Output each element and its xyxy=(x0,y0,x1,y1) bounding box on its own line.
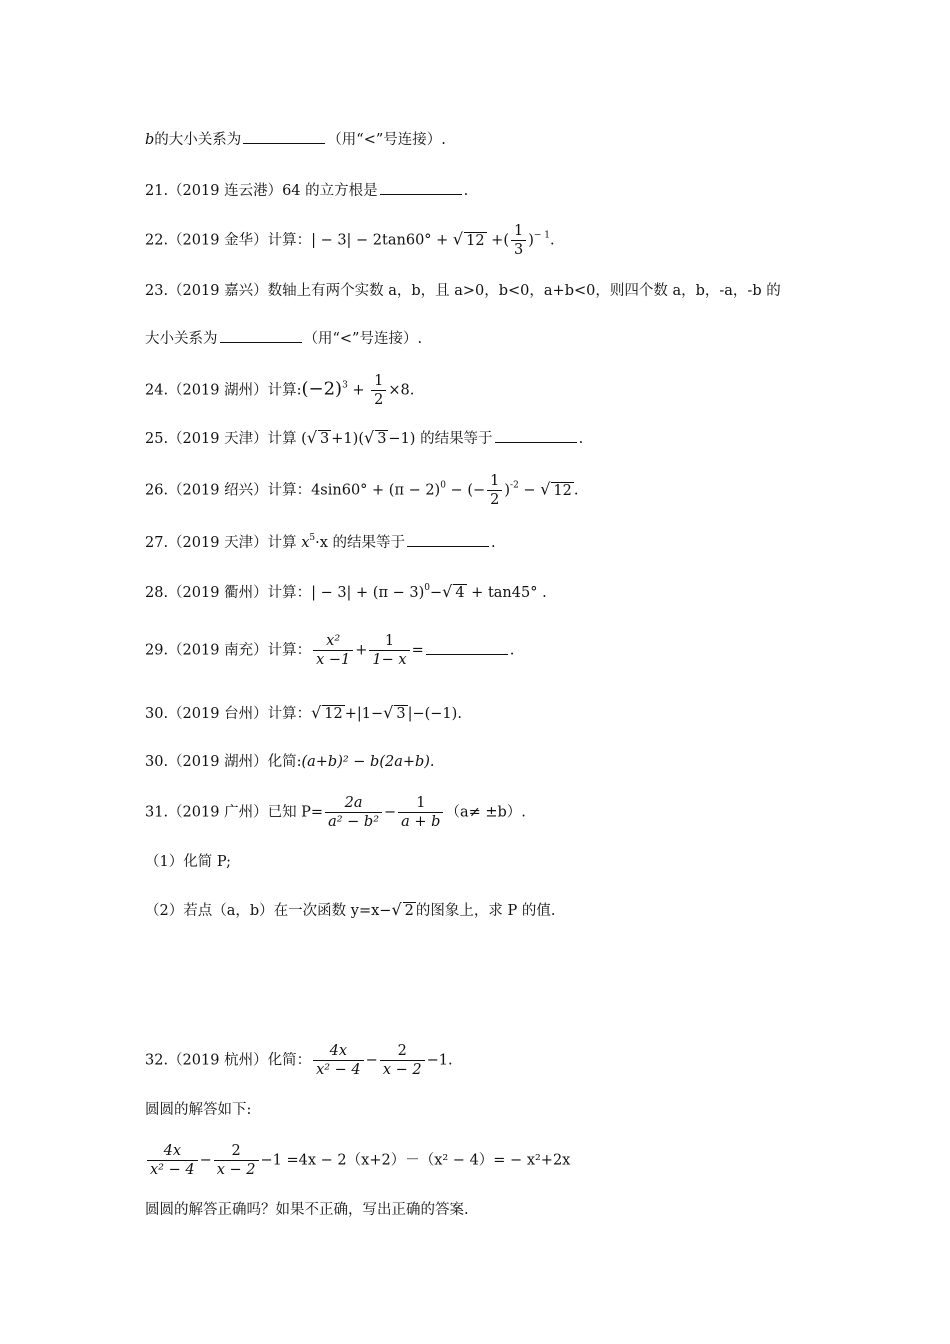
radicand: 3 xyxy=(377,431,387,447)
numerator: 1 xyxy=(371,372,386,391)
radicand: 4 xyxy=(455,585,465,601)
radicand: 2 xyxy=(404,903,414,919)
question-25 xyxy=(145,428,583,449)
numerator: 2 xyxy=(380,1042,425,1061)
question-32-solution xyxy=(145,1142,570,1179)
numerator: 1 xyxy=(369,632,409,651)
sqrt-icon: √ xyxy=(311,703,322,722)
numerator: 2 xyxy=(214,1142,259,1161)
question-text: 圆圆的解答正确吗？如果不正确，写出正确的答案. xyxy=(145,1202,469,1218)
numerator: 4x xyxy=(313,1042,364,1061)
answer-blank[interactable] xyxy=(220,329,302,343)
question-text: 24.（2019 湖州）计算: xyxy=(145,382,302,399)
sqrt-icon: √ xyxy=(363,428,375,447)
question-text: 22.（2019 金华）计算： xyxy=(145,232,312,249)
exponent: 0 xyxy=(440,480,446,491)
answer-blank[interactable] xyxy=(495,429,577,443)
question-23 xyxy=(145,281,781,301)
question-27 xyxy=(145,528,496,553)
denominator: x − 2 xyxy=(382,1062,422,1078)
exponent: 5 xyxy=(309,533,316,543)
expression: − (− xyxy=(445,482,486,499)
sqrt-icon: √ xyxy=(391,900,402,919)
question-24 xyxy=(145,372,414,409)
fraction xyxy=(487,472,502,509)
numerator: 4x xyxy=(147,1142,198,1161)
expression: +1)( xyxy=(331,431,364,447)
expression: −1 =4x − 2（x+2）－（x² − 4）= − x²+2x xyxy=(260,1152,571,1169)
expression: −1. xyxy=(426,1052,453,1069)
question-text: 25.（2019 天津）计算 ( xyxy=(145,431,307,447)
question-22 xyxy=(145,222,555,259)
expression: (a+b)² − b(2a+b). xyxy=(301,754,435,770)
question-text: −1) 的结果等于 xyxy=(388,431,493,447)
question-text: （2）若点（a，b）在一次函数 y=x− xyxy=(145,903,392,919)
operator: − xyxy=(199,1152,212,1169)
period: . xyxy=(578,431,584,447)
sqrt-icon: √ xyxy=(452,229,464,249)
answer-blank[interactable] xyxy=(426,641,508,655)
exponent: − 1 xyxy=(533,230,551,241)
period: . xyxy=(573,482,579,499)
question-text: 29.（2019 南充）计算： xyxy=(145,642,312,659)
denominator: x −1 xyxy=(316,652,351,668)
denominator: a + b xyxy=(401,814,441,830)
denominator: 2 xyxy=(374,392,384,408)
expression: − xyxy=(518,482,541,499)
sqrt-icon: √ xyxy=(383,703,394,722)
fraction xyxy=(214,1142,259,1179)
question-text: 31.（2019 广州）已知 P= xyxy=(145,804,324,821)
question-text: 21.（2019 连云港）64 的立方根是 xyxy=(145,183,378,199)
question-text: （用“<”号连接）. xyxy=(303,331,423,347)
radicand: 12 xyxy=(553,482,572,499)
period: . xyxy=(509,642,515,659)
radicand: 12 xyxy=(466,232,485,249)
expression: ) xyxy=(528,232,534,249)
question-text: 28.（2019 衢州）计算：| − 3| + (π − 3) xyxy=(145,585,425,601)
question-32 xyxy=(145,1042,453,1079)
expression: (−2) xyxy=(301,378,343,400)
line-top xyxy=(145,130,446,150)
numerator: 1 xyxy=(511,222,526,241)
expression: − xyxy=(429,585,443,601)
question-text: 30.（2019 湖州）化简: xyxy=(145,754,302,770)
expression: |−(−1). xyxy=(407,706,462,722)
var-b: b xyxy=(145,132,155,148)
period: . xyxy=(491,535,496,551)
question-31 xyxy=(145,794,526,831)
question-32-ask xyxy=(145,1200,469,1220)
radicand: 3 xyxy=(320,431,330,447)
fraction xyxy=(147,1142,198,1179)
denominator: a² − b² xyxy=(328,814,380,830)
numerator: 1 xyxy=(398,794,443,813)
question-text: 圆圆的解答如下: xyxy=(145,1102,252,1118)
question-31-part2 xyxy=(145,900,555,921)
question-29 xyxy=(145,632,514,669)
sqrt-icon: √ xyxy=(306,428,318,447)
question-28 xyxy=(145,578,547,603)
sqrt-icon: √ xyxy=(540,479,551,499)
denominator: 1− x xyxy=(372,652,407,668)
sqrt-icon: √ xyxy=(442,582,453,601)
exponent: 3 xyxy=(342,380,348,391)
operator: − xyxy=(384,804,397,821)
expression: （a≠ ±b）. xyxy=(445,804,526,821)
text: （用“<”号连接）. xyxy=(327,132,446,148)
text: 的大小关系为 xyxy=(154,132,242,148)
operator: + xyxy=(355,642,368,659)
numerator: x² xyxy=(313,632,353,651)
question-text: 26.（2019 绍兴）计算：4sin60° + (π − 2) xyxy=(145,482,441,499)
denominator: 3 xyxy=(514,242,524,258)
radicand: 3 xyxy=(396,706,406,722)
fraction xyxy=(313,632,353,669)
denominator: x − 2 xyxy=(216,1162,256,1178)
numerator: 2a xyxy=(325,794,382,813)
answer-blank[interactable] xyxy=(243,130,325,144)
question-21 xyxy=(145,181,468,201)
answer-blank[interactable] xyxy=(407,533,489,547)
period: . xyxy=(550,232,555,249)
expression: | − 3| − 2tan60° + xyxy=(311,232,453,249)
radicand: 12 xyxy=(324,706,343,722)
fraction xyxy=(325,794,382,831)
question-text: 30.（2019 台州）计算： xyxy=(145,706,312,722)
expression: + tan45° . xyxy=(466,585,547,601)
answer-blank[interactable] xyxy=(380,181,462,195)
operator: − xyxy=(365,1052,378,1069)
question-text: a，b，且 a>0，b<0，a+b<0，则四个数 a，b，-a，-b 的 xyxy=(388,283,781,299)
question-text: ·x 的结果等于 xyxy=(315,535,406,551)
question-text: 大小关系为 xyxy=(145,331,218,347)
question-text: 32.（2019 杭州）化简： xyxy=(145,1052,312,1069)
fraction xyxy=(371,372,386,409)
exponent: -2 xyxy=(510,480,519,491)
expression: + xyxy=(347,382,370,399)
question-26 xyxy=(145,472,578,509)
question-30b xyxy=(145,752,435,772)
fraction xyxy=(369,632,409,669)
fraction xyxy=(398,794,443,831)
denominator: x² − 4 xyxy=(316,1062,361,1078)
question-text: 27.（2019 天津）计算 xyxy=(145,535,302,551)
fraction xyxy=(380,1042,425,1079)
question-30 xyxy=(145,703,462,724)
period: . xyxy=(463,183,469,199)
question-31-part1 xyxy=(145,852,231,872)
operator: = xyxy=(411,642,424,659)
exponent: 0 xyxy=(424,583,430,593)
expression: ) xyxy=(504,482,511,499)
question-text: 的图象上，求 P 的值. xyxy=(415,903,556,919)
numerator: 1 xyxy=(487,472,502,491)
question-23-cont xyxy=(145,329,422,349)
expression: ×8. xyxy=(388,382,415,399)
expression: +|1− xyxy=(344,706,384,722)
question-32-intro xyxy=(145,1100,251,1120)
question-text: （1）化简 P; xyxy=(145,854,231,870)
denominator: x² − 4 xyxy=(150,1162,195,1178)
fraction xyxy=(313,1042,364,1079)
expression: +( xyxy=(486,232,509,249)
fraction xyxy=(511,222,526,259)
variable: x xyxy=(301,535,310,551)
denominator: 2 xyxy=(490,492,500,508)
question-text: 23.（2019 嘉兴）数轴上有两个实数 xyxy=(145,283,389,299)
